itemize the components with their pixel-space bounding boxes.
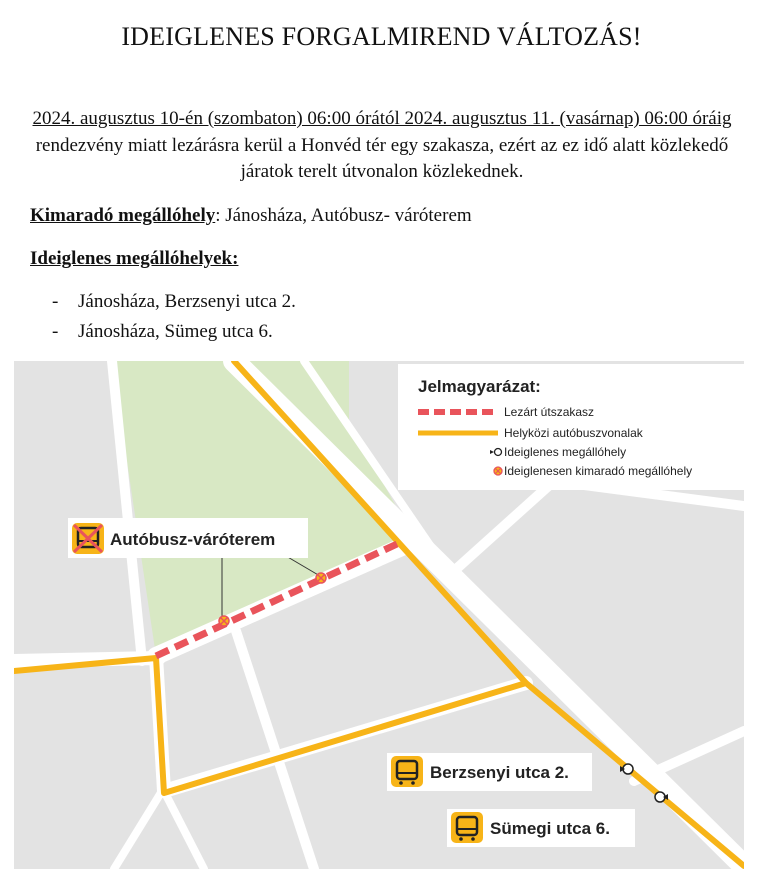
temporary-stops-list [52,287,296,347]
omitted-stop-label: Kimaradó megállóhely [30,205,216,226]
notice-paragraph [28,106,736,186]
notice-text: rendezvény miatt lezárásra kerül a Honvéd tér egy szakasza, ezért az ez idő alatt közlekedő járatok terelt útvonalon közlekednek. [35,134,729,182]
omitted-stop-value: : Jánosháza, Autóbusz- váróterem [215,205,472,226]
omitted-stop-marker [219,616,229,626]
stop2-map-label: Sümegi utca 6. [490,819,610,838]
temporary-stops-label: Ideiglenes megállóhelyek: [30,248,239,269]
legend-item: Ideiglenesen kimaradó megállóhely [504,464,693,478]
legend-item: Ideiglenes megállóhely [504,445,627,459]
legend-item: Helyközi autóbuszvonalak [504,426,643,440]
temporary-stop-1: Jánosháza, Berzsenyi utca 2. [78,291,296,312]
notice-date-range: 2024. augusztus 10-én (szombaton) 06:00 órától 2024. augusztus 11. (vasárnap) 06:00 óráig [32,108,732,129]
omitted-stop-label-box [68,518,308,558]
map-legend [398,364,744,490]
omitted-stop-marker [316,573,326,583]
omitted-stop-map-label: Autóbusz-váróterem [110,530,276,549]
legend-title: Jelmagyarázat: [418,377,541,396]
stop2-label-box [447,809,635,847]
list-item: - Jánosháza, Sümeg utca 6. [52,317,296,347]
list-item: - Jánosháza, Berzsenyi utca 2. [52,287,296,317]
temporary-stop-2: Jánosháza, Sümeg utca 6. [78,321,273,342]
stop1-label-box [387,753,592,791]
legend-temporary-stop-icon [495,449,502,456]
stop1-map-label: Berzsenyi utca 2. [430,763,569,782]
omitted-stop-line [30,205,472,227]
legend-item: Lezárt útszakasz [504,405,595,419]
detour-map [14,361,744,869]
page-title: IDEIGLENES FORGALMIREND VÁLTOZÁS! [121,22,642,51]
temporary-stops-heading [30,248,238,270]
